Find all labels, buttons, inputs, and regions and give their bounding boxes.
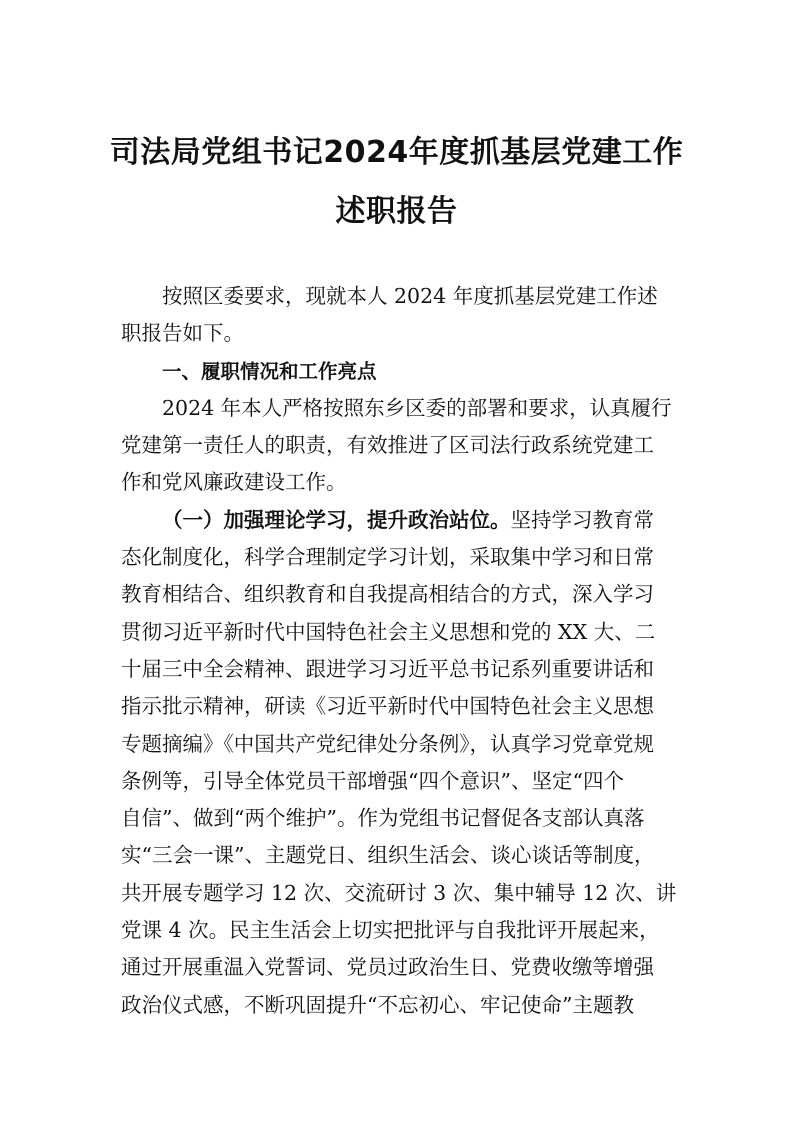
paragraph-line: 作和党风廉政建设工作。: [121, 470, 347, 495]
paragraph-text: 坚持学习教育常: [510, 507, 654, 532]
paragraph-line: 条例等，引导全体党员干部增强“四个意识”、坚定“四个: [121, 768, 624, 793]
intro-paragraph: [121, 278, 681, 353]
intro-line: 职报告如下。: [121, 321, 244, 346]
paragraph-line: 专题摘编》《中国共产党纪律处分条例》，认真学习党章党规: [121, 731, 654, 756]
paragraph-line: 教育相结合、组织教育和自我提高相结合的方式，深入学习: [121, 582, 654, 607]
document-title-line-2: 述职报告: [335, 194, 458, 229]
paragraph-1: [121, 390, 681, 502]
paragraph-line: 贯彻习近平新时代中国特色社会主义思想和党的 XX 大、二: [121, 619, 656, 644]
paragraph-line: 自信”、做到“两个维护”。作为党组书记督促各支部认真落: [121, 806, 645, 831]
paragraph-line: 党课 4 次。民主生活会上切实把批评与自我批评开展起来，: [121, 918, 660, 943]
subsection-heading: （一）加强理论学习，提升政治站位。: [162, 507, 511, 532]
document-title-line-1: 司法局党组书记2024年度抓基层党建工作: [109, 135, 684, 170]
paragraph-line: [121, 502, 681, 539]
paragraph-line: 共开展专题学习 12 次、交流研讨 3 次、集中辅导 12 次、讲: [121, 880, 677, 905]
paragraph-line: 十届三中全会精神、跟进学习习近平总书记系列重要讲话和: [121, 656, 654, 681]
paragraph-line: 通过开展重温入党誓词、党员过政治生日、党费收缴等增强: [121, 955, 654, 980]
paragraph-line: 政治仪式感，不断巩固提升“不忘初心、牢记使命”主题教: [121, 992, 634, 1017]
paragraph-2: [121, 502, 681, 1024]
paragraph-line: 党建第一责任人的职责，有效推进了区司法行政系统党建工: [121, 433, 654, 458]
paragraph-line: 态化制度化，科学合理制定学习计划，采取集中学习和日常: [121, 545, 654, 570]
paragraph-line: 实“三会一课”、主题党日、组织生活会、谈心谈话等制度，: [121, 843, 655, 868]
intro-line: 按照区委要求，现就本人 2024 年度抓基层党建工作述: [162, 284, 658, 308]
section-heading: 一、履职情况和工作亮点: [162, 359, 377, 383]
paragraph-line: 指示批示精神，研读《习近平新时代中国特色社会主义思想: [121, 694, 654, 719]
paragraph-line: 2024 年本人严格按照东乡区委的部署和要求，认真履行: [162, 395, 672, 420]
